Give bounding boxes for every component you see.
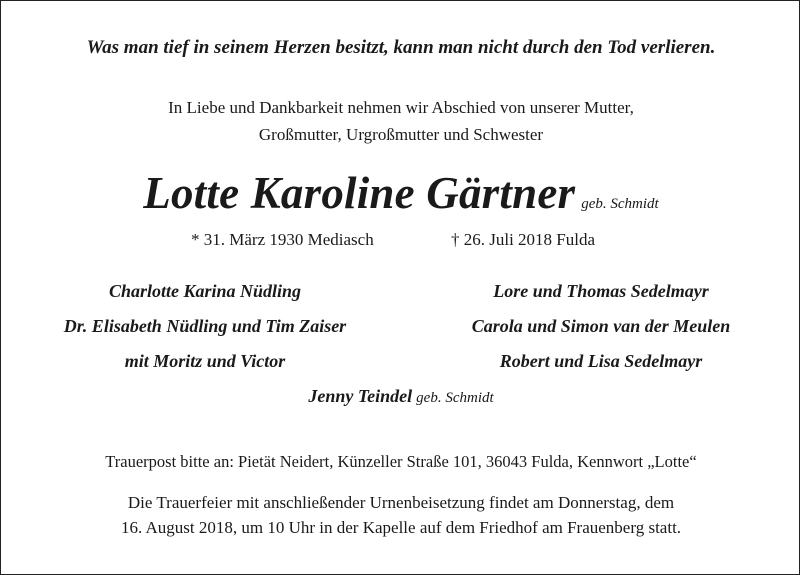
sister-name: Jenny Teindel: [308, 386, 413, 406]
sister-birth-name: geb. Schmidt: [416, 390, 494, 406]
mourner-right-1: Lore und Thomas Sedelmayr: [493, 281, 709, 301]
deceased-birth-name: geb. Schmidt: [581, 196, 659, 212]
intro-line-1: In Liebe und Dankbarkeit nehmen wir Abschied von unserer Mutter,: [168, 98, 634, 117]
mourner-left-1: Charlotte Karina Nüdling: [108, 281, 302, 301]
deceased-name: Lotte Karoline Gärtner: [143, 168, 576, 218]
motto-quote: Was man tief in seinem Herzen besitzt, kann man nicht durch den Tod verlieren.: [86, 37, 716, 58]
intro-line-2: Großmutter, Urgroßmutter und Schwester: [258, 125, 544, 144]
deceased-name-row: [1, 167, 800, 219]
condolence-address: Trauerpost bitte an: Pietät Neidert, Künzeller Straße 101, 36043 Fulda, Kennwort „Lotte“: [105, 452, 697, 471]
mourner-right-3: Robert und Lisa Sedelmayr: [499, 351, 703, 371]
mourner-right-2: Carola und Simon van der Meulen: [471, 316, 731, 336]
sister-row: [1, 386, 800, 407]
mourner-left-3: mit Moritz und Victor: [124, 351, 286, 371]
ceremony-line-2: 16. August 2018, um 10 Uhr in der Kapelle auf dem Friedhof am Frauenberg statt.: [120, 518, 682, 537]
birth-date: * 31. März 1930 Mediasch: [191, 230, 374, 249]
mourner-left-2: Dr. Elisabeth Nüdling und Tim Zaiser: [63, 316, 347, 336]
ceremony-line-1: Die Trauerfeier mit anschließender Urnenbeisetzung findet am Donnerstag, dem: [127, 493, 675, 512]
death-date: † 26. Juli 2018 Fulda: [451, 230, 596, 249]
